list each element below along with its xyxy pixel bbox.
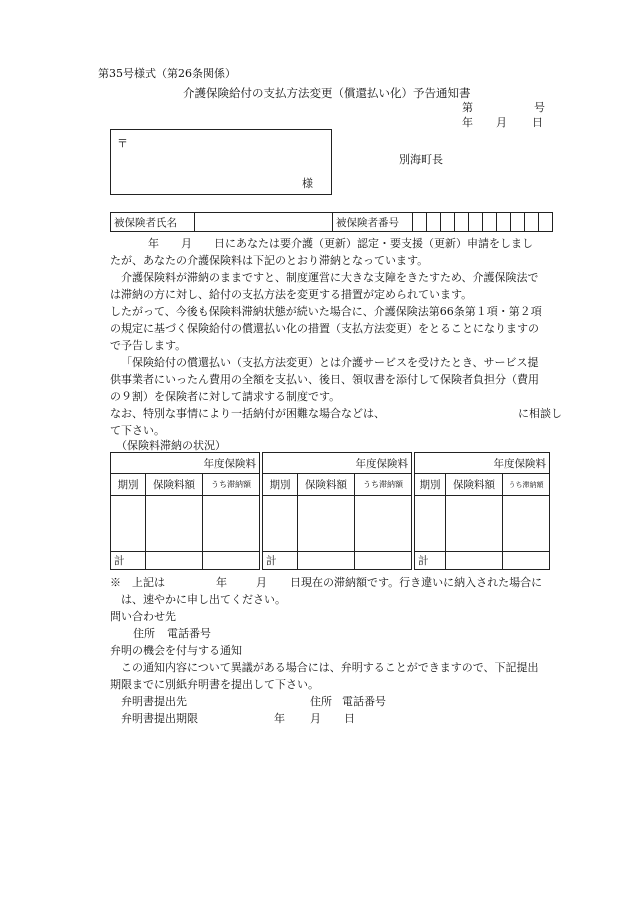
body-line: したがって、今後も保険料滞納状態が続いた場合に、介護保険法第66条第１項・第２項 <box>110 305 542 318</box>
number-digit-cell <box>413 213 427 232</box>
defense-line: 期限までに別紙弁明書を提出して下さい。 <box>110 678 319 691</box>
period-cell <box>415 496 446 552</box>
insured-number-label: 被保険者番号 <box>333 213 413 232</box>
arrears-cell <box>503 496 550 552</box>
honorific: 様 <box>302 177 313 190</box>
body-line: の９割）を保険者に対して請求する制度です。 <box>110 390 341 403</box>
issuer: 別海町長 <box>399 153 443 166</box>
note-month: 月 <box>256 576 267 589</box>
col-amount: 保険料額 <box>298 474 355 496</box>
defense-line: この通知内容について異議がある場合には、弁明することができますので、下記提出 <box>121 661 539 674</box>
defense-deadline-label: 弁明書提出期限 <box>121 712 198 725</box>
year-label: 年度保険料 <box>263 453 412 474</box>
number-digit-cell <box>497 213 511 232</box>
col-period: 期別 <box>415 474 446 496</box>
col-period: 期別 <box>263 474 298 496</box>
arrears-table-3 <box>414 452 550 570</box>
document-title: 介護保険給付の支払方法変更（償還払い化）予告通知書 <box>183 86 471 100</box>
period-cell <box>111 496 146 552</box>
year-label: 年度保険料 <box>415 453 550 474</box>
defense-deadline-day: 日 <box>344 712 355 725</box>
total-amount-cell <box>146 552 203 570</box>
defense-heading: 弁明の機会を付与する通知 <box>110 644 242 657</box>
amount-cell <box>298 496 355 552</box>
total-arrears-cell <box>355 552 412 570</box>
body-line: 供事業者にいったん費用の全額を支払い、後日、領収書を添付して保険者負担分（費用 <box>110 373 539 386</box>
number-digit-cell <box>441 213 455 232</box>
total-arrears-cell <box>203 552 260 570</box>
number-label-suffix: 号 <box>534 101 545 114</box>
total-label: 計 <box>415 552 446 570</box>
number-label-prefix: 第 <box>462 101 473 114</box>
amount-cell <box>446 496 503 552</box>
defense-submit-label: 弁明書提出先 <box>121 695 187 708</box>
body-line: で予告します。 <box>110 339 187 352</box>
arrears-cell <box>355 496 412 552</box>
defense-address-label: 住所 <box>310 695 332 708</box>
total-amount-cell <box>446 552 503 570</box>
number-digit-cell <box>427 213 441 232</box>
body-line: 年 月 日にあなたは要介護（更新）認定・要支援（更新）申請をしまし <box>148 237 533 250</box>
body-line: なお、特別な事情により一括納付が困難な場合などは、 <box>110 407 385 420</box>
arrears-table-1 <box>110 452 260 570</box>
number-digit-cell <box>483 213 497 232</box>
number-digit-cell <box>539 213 553 232</box>
col-amount: 保険料額 <box>146 474 203 496</box>
period-cell <box>263 496 298 552</box>
total-arrears-cell <box>503 552 550 570</box>
body-line: たが、あなたの介護保険料は下記のとおり滞納となっています。 <box>110 254 429 267</box>
note-text: 日現在の滞納額です。行き違いに納入された場合に <box>290 576 543 589</box>
total-label: 計 <box>263 552 298 570</box>
number-digit-cell <box>525 213 539 232</box>
col-period: 期別 <box>111 474 146 496</box>
table-caption: （保険料滞納の状況） <box>116 439 226 452</box>
arrears-cell <box>203 496 260 552</box>
body-line: 「保険給付の償還払い（支払方法変更）とは介護サービスを受けたとき、サービス提 <box>121 356 539 369</box>
insured-name-value <box>195 213 333 232</box>
total-label: 計 <box>111 552 146 570</box>
defense-deadline-year: 年 <box>274 712 285 725</box>
postal-mark: 〒 <box>117 137 128 150</box>
inquiry-heading: 問い合わせ先 <box>110 610 176 623</box>
address-box <box>110 129 332 195</box>
date-year: 年 <box>462 116 473 129</box>
body-line: て下さい。 <box>110 424 165 437</box>
body-line: は滞納の方に対し、給付の支払方法を変更する措置が定められています。 <box>110 288 473 301</box>
col-arrears: うち滞納額 <box>203 474 260 496</box>
date-month: 月 <box>496 116 507 129</box>
insured-info-table <box>110 212 553 232</box>
body-line: の規定に基づく保険給付の償還払い化の措置（支払方法変更）をとることになりますの <box>110 322 539 335</box>
total-amount-cell <box>298 552 355 570</box>
note-line2: は、速やかに申し出てください。 <box>121 593 286 606</box>
body-line: 介護保険料が滞納のままですと、制度運営に大きな支障をきたすため、介護保険法で <box>121 271 539 284</box>
form-number: 第35号様式（第26条関係） <box>98 67 236 80</box>
arrears-table-2 <box>262 452 412 570</box>
insured-name-label: 被保険者氏名 <box>111 213 195 232</box>
inquiry-address-label: 住所 <box>133 627 155 640</box>
defense-deadline-month: 月 <box>310 712 321 725</box>
number-digit-cell <box>455 213 469 232</box>
inquiry-phone-label: 電話番号 <box>167 627 211 640</box>
number-digit-cell <box>511 213 525 232</box>
note-year: 年 <box>216 576 227 589</box>
number-digit-cell <box>469 213 483 232</box>
body-line: に相談し <box>518 407 562 420</box>
amount-cell <box>146 496 203 552</box>
note-prefix: ※ 上記は <box>110 576 165 589</box>
year-label: 年度保険料 <box>111 453 260 474</box>
col-arrears: うち滞納額 <box>355 474 412 496</box>
col-amount: 保険料額 <box>446 474 503 496</box>
defense-phone-label: 電話番号 <box>342 695 386 708</box>
date-day: 日 <box>532 116 543 129</box>
col-arrears: うち滞納額 <box>503 474 550 496</box>
